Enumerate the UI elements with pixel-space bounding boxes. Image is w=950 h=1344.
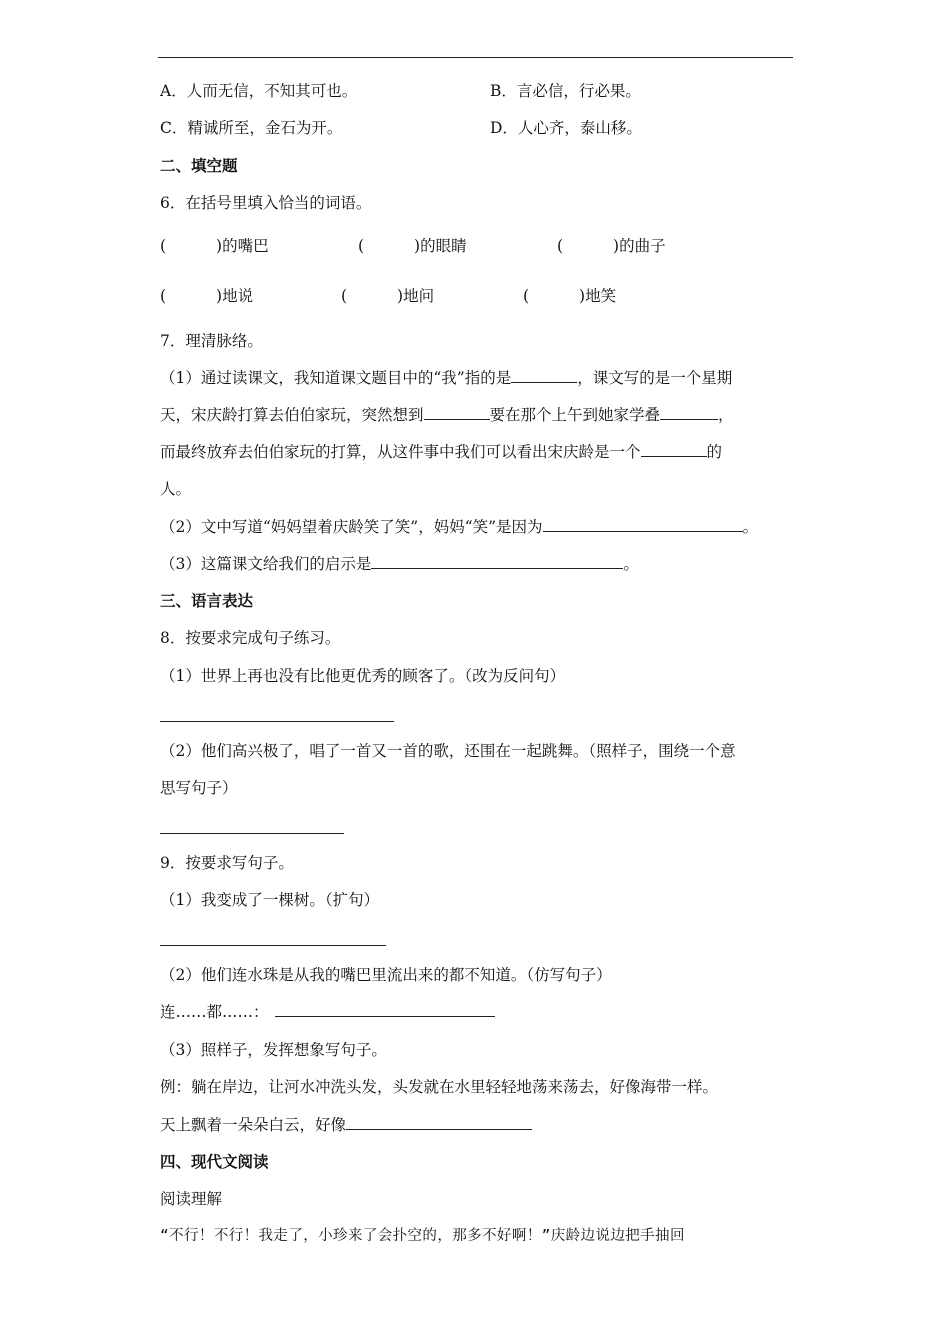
- q7-part3: [160, 553, 639, 575]
- q6-item-5-text: 地问: [403, 287, 435, 305]
- q8-sentence-2-line1: （2）他们高兴极了，唱了一首又一首的歌，还围在一起跳舞。（照样子，围绕一个意: [160, 742, 736, 760]
- reading-excerpt: “不行！不行！我走了，小珍来了会扑空的，那多不好啊！”庆龄边说边把手抽回: [160, 1228, 685, 1244]
- q6-item-6: ( )地笑: [523, 287, 617, 305]
- q9-task: [160, 1114, 532, 1136]
- q6-item-2-text: 的眼睛: [420, 237, 467, 255]
- q7-part1-line1: [160, 367, 732, 389]
- question-7-stem: 7．理清脉络。: [160, 332, 263, 350]
- answer-blank[interactable]: [346, 1114, 532, 1130]
- q8-answer-line-1[interactable]: [160, 706, 394, 722]
- q7-part2-text: （2）文中写道“妈妈望着庆龄笑了笑”，妈妈“笑”是因为: [160, 518, 543, 536]
- q7-part1-text-d: 要在那个上午到她家学叠: [489, 406, 661, 424]
- section-heading-reading: 四、现代文阅读: [160, 1152, 269, 1171]
- q7-part1-line2: [160, 404, 734, 426]
- header-rule: [158, 57, 793, 58]
- q7-part1-line4: 人。: [160, 480, 192, 498]
- q7-part1-text-b: ，课文写的是一个星期: [577, 369, 733, 387]
- q8-sentence-1: （1）世界上再也没有比他更优秀的顾客了。（改为反问句）: [160, 667, 566, 685]
- q7-part1-text-g: 的: [706, 443, 723, 461]
- answer-blank[interactable]: [543, 516, 743, 532]
- q7-part1-text-e: ，: [718, 406, 734, 424]
- q7-part1-text-a: （1）通过读课文，我知道课文题目中的“我”指的是: [160, 369, 512, 387]
- q6-item-3-text: 的曲子: [619, 237, 666, 255]
- option-d: D．人心齐，泰山移。: [490, 119, 642, 137]
- question-9-stem: 9．按要求写句子。: [160, 854, 294, 872]
- q8-sentence-2-line2: 思写句子）: [160, 779, 238, 797]
- q6-item-4: ( )地说: [160, 287, 254, 305]
- q6-item-1: ( )的嘴巴: [160, 237, 269, 255]
- q9-imitation-prompt: [160, 1001, 495, 1023]
- answer-blank[interactable]: [641, 441, 707, 457]
- q7-part1-line3: [160, 441, 722, 463]
- q9-task-text: 天上飘着一朵朵白云，好像: [160, 1116, 347, 1134]
- question-8-stem: 8．按要求完成句子练习。: [160, 629, 341, 647]
- question-6-stem: 6．在括号里填入恰当的词语。: [160, 194, 372, 212]
- answer-blank[interactable]: [424, 404, 490, 420]
- answer-blank[interactable]: [371, 553, 623, 569]
- q7-part3-text: （3）这篇课文给我们的启示是: [160, 555, 372, 573]
- q9-answer-line-1[interactable]: [160, 930, 386, 946]
- q6-item-4-text: 地说: [222, 287, 254, 305]
- q8-answer-line-2[interactable]: [160, 818, 344, 834]
- q7-part3-end: 。: [623, 555, 639, 573]
- reading-title: 阅读理解: [160, 1190, 223, 1208]
- q9-sentence-2: （2）他们连水珠是从我的嘴巴里流出来的都不知道。（仿写句子）: [160, 966, 612, 984]
- q7-part1-text-f: 而最终放弃去伯伯家玩的打算，从这件事中我们可以看出宋庆龄是一个: [160, 443, 641, 461]
- answer-blank[interactable]: [275, 1001, 495, 1017]
- q6-item-2: ( )的眼睛: [358, 237, 467, 255]
- answer-blank[interactable]: [511, 367, 577, 383]
- q6-item-3: ( )的曲子: [557, 237, 666, 255]
- q6-item-6-text: 地笑: [585, 287, 617, 305]
- option-a: A．人而无信，不知其可也。: [160, 82, 358, 100]
- section-heading-fill-blank: 二、填空题: [160, 156, 238, 175]
- q9-sentence-1: （1）我变成了一棵树。（扩句）: [160, 891, 380, 909]
- option-c: C．精诚所至，金石为开。: [160, 119, 343, 137]
- q7-part2-end: 。: [742, 518, 759, 536]
- q9-prompt-text: 连……都……：: [160, 1003, 269, 1021]
- answer-blank[interactable]: [660, 404, 718, 420]
- q6-item-1-text: 的嘴巴: [222, 237, 269, 255]
- q7-part1-text-c: 天，宋庆龄打算去伯伯家玩，突然想到: [160, 406, 424, 424]
- option-b: B．言必信，行必果。: [490, 82, 641, 100]
- q7-part2: [160, 516, 758, 538]
- q9-sentence-3: （3）照样子，发挥想象写句子。: [160, 1041, 387, 1059]
- q9-example: 例：躺在岸边，让河水冲洗头发，头发就在水里轻轻地荡来荡去，好像海带一样。: [160, 1078, 719, 1096]
- section-heading-expression: 三、语言表达: [160, 591, 254, 610]
- q6-item-5: ( )地问: [341, 287, 435, 305]
